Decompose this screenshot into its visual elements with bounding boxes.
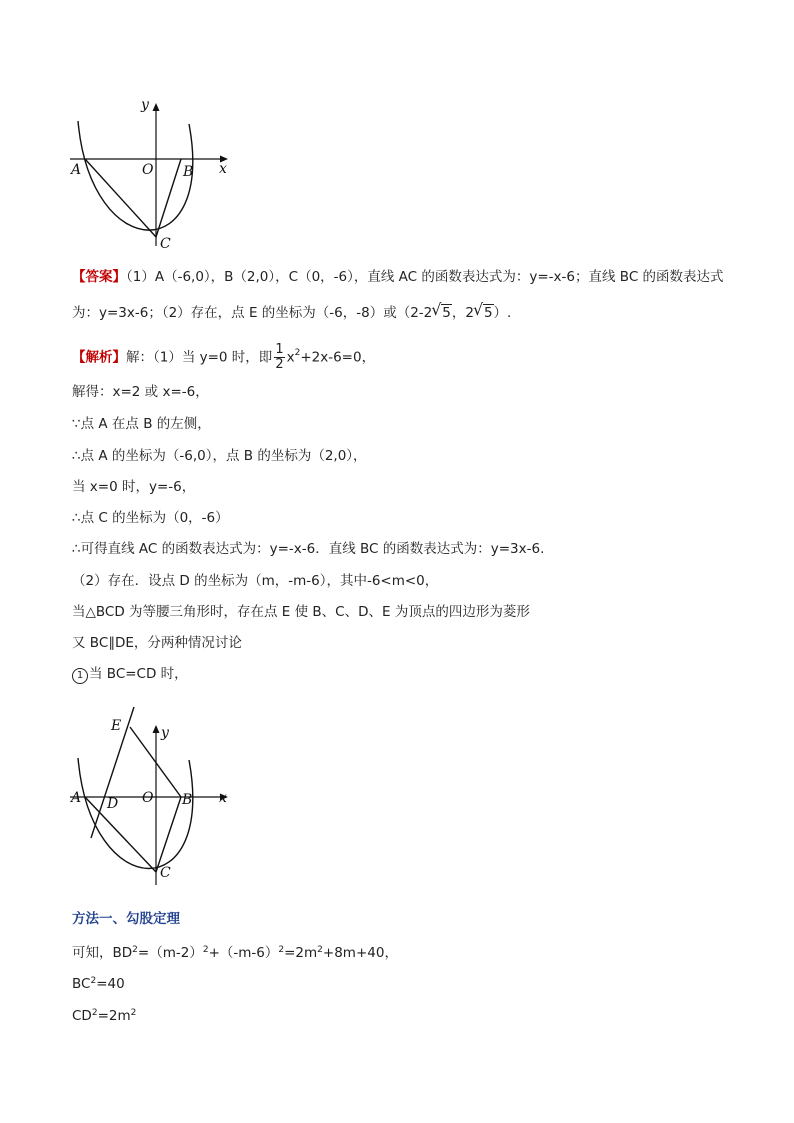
analysis-line-5: 当 x=0 时，y=-6， (72, 479, 196, 495)
line-bc (156, 159, 181, 237)
analysis-text-11: 当 BC=CD 时， (89, 666, 188, 682)
label-y: y (141, 97, 149, 113)
label-c: C (160, 236, 171, 252)
label-o-2: O (142, 790, 154, 806)
line-ac-2 (85, 797, 156, 872)
label-d: D (107, 796, 119, 812)
analysis-line-9: 当△BCD 为等腰三角形时，存在点 E 使 B、C、D、E 为顶点的四边形为菱形 (72, 604, 530, 620)
circled-number: 1 (72, 668, 88, 684)
answer-text-2c: ）. (493, 305, 512, 321)
line-bc-2 (156, 797, 181, 872)
y-axis-arrow-2 (153, 725, 160, 733)
answer-line-2 (72, 303, 511, 323)
label-b-2: B (182, 792, 193, 808)
sqrt-5-second: √ 5 (474, 303, 494, 323)
label-c-2: C (160, 865, 171, 881)
analysis-line-8: （2）存在．设点 D 的坐标为（m，-m-6），其中-6<m<0， (72, 573, 439, 589)
exponent: 2 (294, 348, 301, 358)
label-o: O (142, 162, 154, 178)
analysis-text-1b: x (286, 349, 295, 366)
label-e: E (111, 718, 122, 734)
analysis-tag: 【解析】 (72, 349, 126, 366)
label-x-2: x (219, 790, 227, 806)
analysis-line-7: ∴可得直线 AC 的函数表达式为：y=-x-6．直线 BC 的函数表达式为：y=3x-6. (72, 541, 545, 557)
y-axis-arrow (153, 103, 160, 111)
label-y-2: y (161, 725, 169, 741)
analysis-line-6: ∴点 C 的坐标为（0，-6） (72, 510, 229, 526)
method-line-3: $CD^2=2m^2$ (72, 1008, 137, 1024)
label-a: A (71, 162, 82, 178)
analysis-line-10: 又 BC∥DE，分两种情况讨论 (72, 635, 242, 651)
answer-tag: 【答案】 (72, 269, 126, 285)
analysis-line-1 (72, 343, 375, 372)
method-line-2: $BC^2=40$ (72, 976, 125, 992)
analysis-line-11 (72, 664, 188, 684)
analysis-line-3: ∵点 A 在点 B 的左侧， (72, 416, 211, 432)
figure-parabola-1 (66, 96, 246, 256)
answer-line-1 (72, 267, 724, 287)
analysis-text-1c: +2x-6=0， (300, 349, 376, 366)
sqrt-5: √ 5 (432, 303, 452, 323)
analysis-text-1a: 解：（1）当 y=0 时，即 (126, 349, 273, 366)
label-b: B (183, 164, 194, 180)
answer-text-1: （1）A（-6,0），B（2,0），C（0，-6），直线 AC 的函数表达式为：y=-x-6；直线 BC 的函数表达式 (126, 269, 724, 285)
method-line-1: 可知，$BD^2=(m-2)^2+(-m-6)^2=2m^2+8m+40$， (72, 945, 398, 961)
label-x: x (219, 161, 227, 177)
label-a-2: A (71, 790, 82, 806)
figure-parabola-2 (66, 700, 246, 890)
answer-text-2b: ，2 (451, 305, 474, 321)
method-heading: 方法一、勾股定理 (72, 911, 180, 927)
fraction-one-half: $\frac{1}{2}$ (275, 342, 284, 372)
answer-text-2a: 为：y=3x-6；（2）存在，点 E 的坐标为（-6，-8）或（2-2 (72, 305, 433, 321)
analysis-line-2: 解得：x=2 或 x=-6， (72, 384, 209, 400)
analysis-line-4: ∴点 A 的坐标为（-6,0），点 B 的坐标为（2,0）， (72, 448, 367, 464)
